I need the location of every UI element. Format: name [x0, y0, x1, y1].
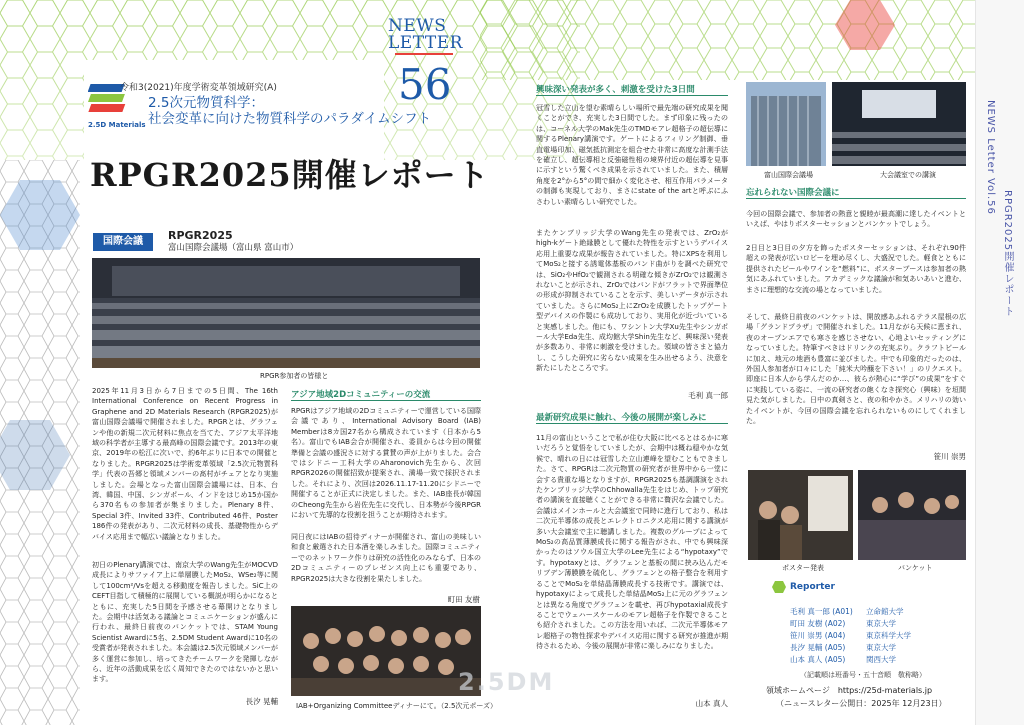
- banquet-photo: [858, 470, 966, 560]
- side-label-title: RPGR2025開催レポート: [1002, 190, 1013, 318]
- reporter-icon: [772, 581, 786, 593]
- dinner-photo-caption: IAB+Organizing Committeeディナーにて。（2.5次元ポーズ）: [296, 702, 498, 710]
- hexagon-pattern-left: [0, 160, 80, 725]
- reporter-affil-4: 東京大学: [866, 643, 896, 652]
- col2-heading-rule: [291, 400, 481, 401]
- watermark: 2.5DM: [458, 668, 555, 696]
- col3-heading-2-rule: [536, 423, 728, 424]
- hall-photo-caption: 大会議室での講演: [880, 171, 936, 179]
- col2-author: 町田 友樹: [447, 595, 480, 604]
- side-strip: [975, 0, 1024, 725]
- reporter-name-1: 毛利 真一郎 (A01): [790, 607, 853, 616]
- event-name: RPGR2025: [168, 229, 233, 242]
- newsletter-label: NEWS LETTER: [388, 16, 463, 53]
- reporter-name-2: 町田 友樹 (A02): [790, 619, 846, 628]
- col2-paragraph-2: 同日夜にはIABの招待ディナーが開催され、富山の美味しい和食と厳選された日本酒を楽しみました。国際コミュニティーでのネットワーク作りは研究の活性化のみならず、日本の2Dコミュニティーのプレゼンス向上にも重要であり、RPGR2025は大きな役割を果たしました。: [291, 533, 481, 583]
- group-photo-caption: RPGR参加者の皆様と: [260, 372, 329, 380]
- venue-photo: [746, 82, 826, 166]
- group-photo: [92, 258, 480, 368]
- event-venue: 富山国際会議場（富山県 富山市）: [168, 243, 299, 253]
- col4-heading-rule: [746, 198, 966, 199]
- reporter-name-5: 山本 真人 (A05): [790, 655, 846, 664]
- page-title: RPGR2025開催レポート: [90, 156, 490, 194]
- homepage-link[interactable]: 領域ホームページ https://25d-materials.jp: [766, 686, 933, 695]
- issue-number: 56: [398, 60, 452, 109]
- reporter-affil-1: 立命館大学: [866, 607, 904, 616]
- banquet-photo-caption: バンケット: [898, 564, 933, 572]
- col1-paragraph-2: 初日のPlenary講演では、南京大学のWang先生がMOCVD成長によりサファイア上に単層膜したMoS₂、WSe₂等に関して100cm²/Vsを超える移動度を報告しました。SiC上のCEFT目指して積極的に展開している概説が明らかになるとともに、充実した5日間を予感させる幕開けとなりました。会期中は活気ある議論とコミュニケーションが盛んに行われ、最終日前夜のバンケットでは、STAM Young Scientist Awardに5名、2.5DM Student Awardに10名の受賞者が発表されました。本会議は2.5次元領域メンバーが多く運営に参加し、培ってきたチームワークを発揮しながら、近年の活動成果を広く周知できたのではないかと思います。: [92, 561, 278, 684]
- col4-paragraph-3: そして、最終日前夜のバンケットは、開放感あふれるテラス屋根の広場「グランドプラザ」で開催されました。11月ながら天候に恵まれ、夜のオープンエアでも寒さを感じさせない、心地よいセッティングになっていました。特筆すべきはドリンクの充実ぶり。クラフトビールに加え、地元の地酒も豊富に並びました。中でも印象的だったのは、外国人参加者が口々にした「純米大吟醸を下さい！」のリクエスト。即座に日本人から学んだのか…、彼らが熱心に“学び”の成果”をすぐに実践している姿に、一流の研究者の飽くなき探究心（興味）を垣間見た気がしました。日中の真剣さと、夜の和やかさ。メリハリの効いたイベントが、今回の国際会議を忘れられないものにしてくれました。: [746, 313, 966, 426]
- col3-paragraph-1: 冠雪した立山を望む素晴らしい場所で最先端の研究成果を聞くことができ、充実した3日間でした。まず印象に残ったのは、コーネル大学のMak先生のTMDモアレ超格子の超伝導に関するPlenary講演です。ゲートによるフィリング制御、垂直電場印加、磁気抵抗測定を組合せた非常に高度な計測手法を確立し、超伝導相と反強磁性相の境界付近の超伝導を見事に示すという驚くべき成果を示されていました。また、積層角度を2°から5°の間で細かく変化させ、相互作用パラメータの制御も実現しており、まさにstate of the artと呼ぶにふさわしい素晴らしい研究でした。: [536, 104, 728, 206]
- side-label-volume: NEWS Letter Vol.56: [985, 100, 996, 215]
- col4-paragraph-2: 2日目と3日目の夕方を飾ったポスターセッションは、それぞれ90件超えの発表が広いロビーを埋め尽くし、大盛況でした。軽食とともに提供されたビールやワインを“燃料”に、ポスターブースは参加者の熱気にあふれていました。アカデミックな議論が和気あいあいと進む、まさに理想的な交流の場となっていました。: [746, 244, 966, 294]
- reporter-affil-3: 東京科学大学: [866, 631, 911, 640]
- category-badge: 国際会議: [93, 233, 153, 251]
- hexagon-pattern-right: [480, 0, 975, 80]
- dinner-photo: [291, 606, 481, 696]
- col3-heading-1: 興味深い発表が多く、刺激を受けた3日間: [536, 85, 695, 95]
- col1-author: 長汐 晃輔: [245, 697, 278, 706]
- next-issue-date: （ニュースレター公開日：2025年 12月23日）: [776, 699, 947, 708]
- col3-author-2: 山本 真人: [695, 699, 728, 708]
- reporter-name-4: 長汐 晃輔 (A05): [790, 643, 846, 652]
- reporter-title: Reporter: [790, 582, 835, 592]
- col3-heading-2: 最新研究成果に触れ、今後の展開が楽しみに: [536, 413, 707, 423]
- col4-heading: 忘れられない国際会議に: [746, 188, 840, 198]
- col2-paragraph-1: RPGRはアジア地域の2Dコミュニティーで運営している国際会議であり、International Advisory Board (IAB) Memberは8カ国27名から構成されています（日本から5名）。富山でもIAB会合が開催され、委員からは今回の開催準備と会議の盛況さに対する賞賛の声が上がりました。会合ではシドニー工科大学のAharonovich先生から、次回RPGR2026の開催招致が提案され、満場一致で採択されました。それにより、次回は2026.11.17-11.20にシドニーで開催することが正式に決定しました。また、IAB座長が韓国のCheong先生から岩佐先生に交代し、日本勢が今後RPGRにおいて先導的な役割を担うことが期待されます。: [291, 407, 481, 520]
- logo-caption: 2.5D Materials: [88, 121, 146, 129]
- poster-photo-caption: ポスター発表: [782, 564, 824, 572]
- col2-heading: アジア地域2Dコミュニティーの交流: [291, 390, 431, 400]
- reporter-affil-5: 関西大学: [866, 655, 896, 664]
- col3-heading-1-rule: [536, 95, 728, 96]
- col4-author: 笹川 崇男: [933, 452, 966, 461]
- col4-paragraph-1: 今回の国際会議で、参加者の熱意と親睦が最高潮に達したイベントといえば、やはりポスターセッションとバンケットでしょう。: [746, 210, 966, 229]
- reporter-affil-2: 東京大学: [866, 619, 896, 628]
- poster-photo: [748, 470, 853, 560]
- col1-paragraph-1: 2025年11月3日から7日までの5日間、The 16th International Conference on Recent Progress in Graphene and 2D Materials Research (RPGR2025)が富山国際会議場で開催されました。RPGRとは、グラフェンや他の新規二次元材料に焦点を当てた、アジア太平洋地域の科学者が主導する最高峰の国際会議です。2013年の東京、2019年の松江に次いで、約6年ぶりに日本での開催となりました。RPGR2025は学術変革領域「2.5次元物質科学」代表の吾郷と領域メンバーの髙村がチェアとなり実施しました。会場となった富山国際会議場には、日本、台湾、韓国、中国、シンガポール、インドをはじめ15か国から370名もの参加者が集まりました。Plenary 8件、Special 3件、Invited 33件、Contributed 46件、Poster 186件の発表があり、二次元材料の成長、基礎物性からデバイス応用まで幅広い議論となりました。: [92, 387, 278, 541]
- project-label: 令和3(2021)年度学術変革領域研究(A): [120, 83, 277, 93]
- issue-divider: [395, 53, 453, 55]
- reporter-name-3: 笹川 崇男 (A04): [790, 631, 846, 640]
- venue-photo-caption: 富山国際会議場: [764, 171, 813, 179]
- reporter-note: （記載順は班番号・五十音順 敬称略）: [800, 671, 926, 679]
- hall-photo: [832, 82, 966, 166]
- col3-author-1: 毛利 真一郎: [688, 391, 728, 400]
- col3-paragraph-3: 11月の富山ということで私が住む大阪に比べるとはるかに寒いだろうと覚悟をしていましたが、会期中は概ね穏やかな気候で、晴れの日には冠雪した立山連峰を望むこともできました。さて、RPGRは二次元物質の研究者が世界中から一堂に会する貴重な場となりますが、RPGR2025も基調講演をされたケンブリッジ大学のChhowalla先生をはじめ、トップ研究者の講演を直接聴くことができる非常に贅沢な会議でした。会議はメインホールと大会議室で同時に進行しており、私は二次元半導体の成長とエレクトロニクス応用に関する講演が多い大会議室で主に聴講しました。複数のグループによってMoS₂の高品質薄膜成長に関する報告がされ、中でも興味深かったのはソウル国立大学のLee先生による“hypotaxy”です。hypotaxyとは、グラフェンと基板の間に挟み込んだモリブデン薄膜膜を硫化し、グラフェンとの格子整合を利用することでMoS₂を単結晶薄膜成長する技術です。講演では、hypotaxyによって成長した単結晶MoS₂上に元のグラフェンとは異なる角度でグラフェンを載せ、再びhypotaxial成長することでウェハースケールのモアレ超格子を作製できることも紹介されました。この方法を用いれば、二次元半導体モアレ超格子の物性探求やデバイス応用に関する研究が推進が期待されるため、今後の展開が非常に楽しみになりました。: [536, 434, 728, 651]
- project-title: 2.5次元物質科学： 社会変革に向けた物質科学のパラダイムシフト: [148, 95, 432, 127]
- col3-paragraph-2: またケンブリッジ大学のWang先生の発表では、ZrO₂がhigh-kゲート絶縁膜として優れた特性を示すというデバイス応用上重要な成果が報告されていました。特にXPSを利用してMoS₂と接する誘電体基板のバンド曲がりを調べた研究では、SiO₂やHfO₂で観測される明確な傾きがZrO₂では観測されないことが示され、ZrO₂ではバンドがフラットで界面準位の形成が抑制されていることを示す、美しいデータが示されていました。さらにMoS₂上にZrO₂を成膜したトップゲート型デバイスの作製にも成功しており、実用化が近づいていると実感しました。他にも、ワシントン大学Xu先生やシンガポール大学Eda先生、成均館大学Shin先生など、興味深い発表が多数あり、非常に刺激を受けました。領域の皆さまと協力し、こうした研究に劣らない成果を生み出せるよう、決意を新たにしたところです。: [536, 229, 728, 373]
